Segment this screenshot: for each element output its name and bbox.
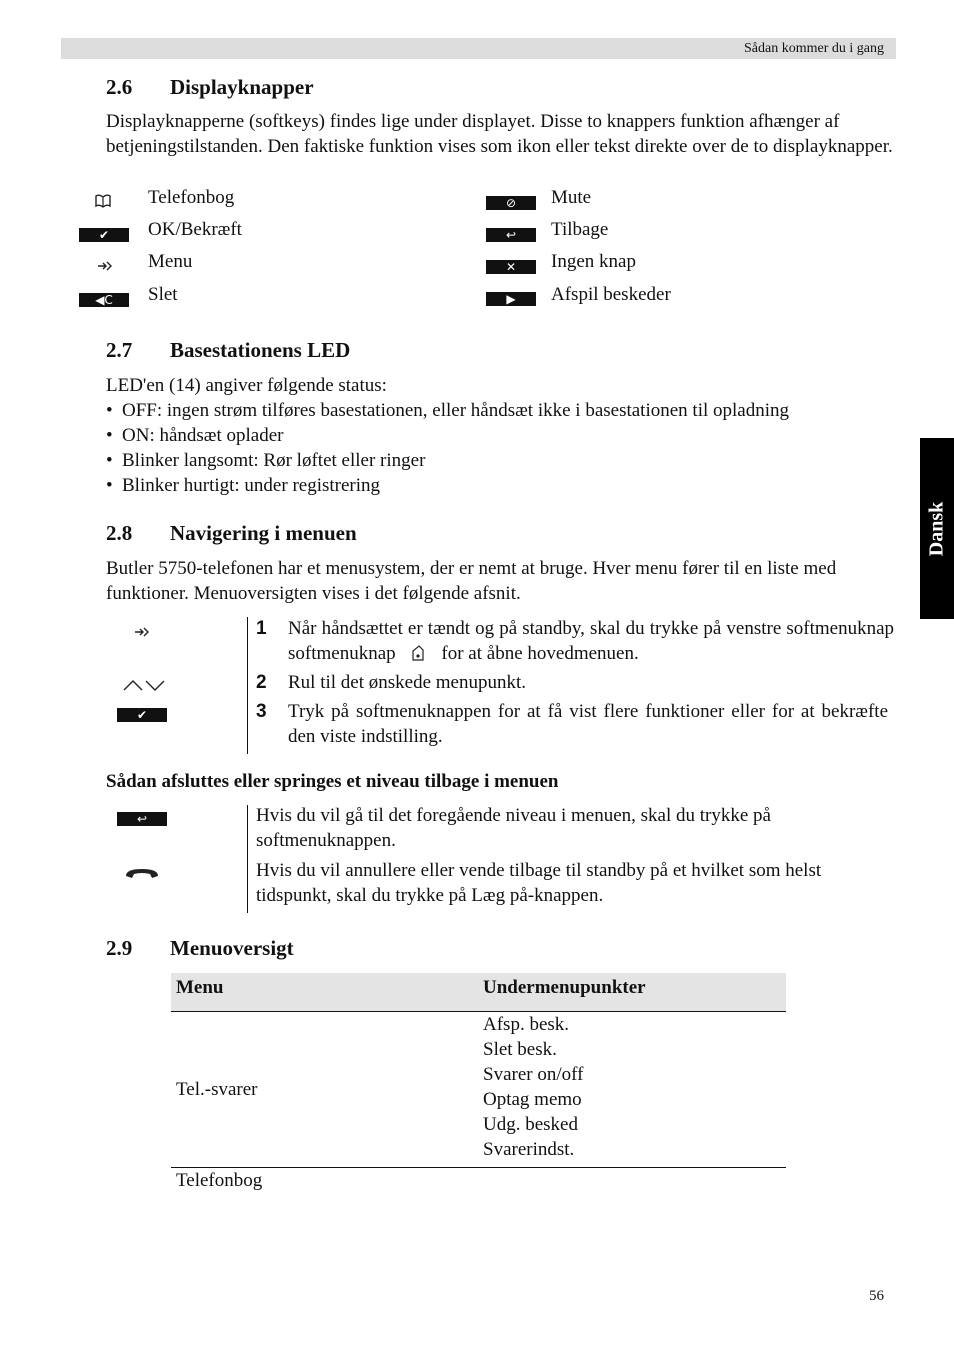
key-label-no-key: Ingen knap bbox=[551, 251, 636, 272]
submenu-item: Afsp. besk. bbox=[483, 1014, 570, 1035]
play-icon: ▶ bbox=[486, 292, 536, 306]
step-divider bbox=[247, 617, 248, 754]
step-text-continued: softmenuknap for at åbne hovedmenuen. bbox=[288, 641, 639, 668]
section-2-7-content bbox=[106, 373, 896, 498]
section-number: 2.9 bbox=[106, 936, 133, 960]
up-down-arrows-icon bbox=[122, 678, 166, 696]
section-2-6-body: Displayknapperne (softkeys) findes lige under displayet. Disse to knappers funktion afhænger af betjeningstilstanden. Den faktiske funktion vises som ikon eller tekst direkte over de to displayknapper. bbox=[106, 111, 893, 157]
phonebook-icon bbox=[95, 194, 111, 212]
cross-icon: ✕ bbox=[486, 260, 536, 274]
section-title: Menuoversigt bbox=[170, 936, 294, 960]
submenu-item: Svarerindst. bbox=[483, 1139, 575, 1160]
submenu-cell bbox=[478, 1168, 786, 1194]
list-item: • Blinker hurtigt: under registrering bbox=[106, 473, 896, 498]
menu-overview-table bbox=[171, 973, 786, 1193]
table-header-row bbox=[171, 973, 786, 1012]
delete-icon: ◀C bbox=[79, 293, 129, 307]
step-number: 1 bbox=[256, 618, 267, 639]
submenu-item: Optag memo bbox=[483, 1089, 582, 1110]
step-number: 2 bbox=[256, 672, 267, 693]
step-text: Når håndsættet er tændt og på standby, skal du trykke på venstre softmenuknap bbox=[288, 618, 894, 639]
led-intro: LED'en (14) angiver følgende status: bbox=[106, 375, 387, 396]
exit-text-cancel: Hvis du vil annullere eller vende tilbage til standby på et hvilket som helst tidspunkt, skal du trykke på Læg på-knappen. bbox=[256, 860, 822, 906]
submenu-cell bbox=[478, 1012, 786, 1168]
key-label-phonebook: Telefonbog bbox=[148, 187, 235, 208]
submenu-item: Slet besk. bbox=[483, 1039, 557, 1060]
home-icon bbox=[410, 643, 432, 668]
mute-icon: ⊘ bbox=[486, 196, 536, 210]
section-title: Displayknapper bbox=[170, 75, 314, 99]
running-header bbox=[61, 38, 896, 59]
check-icon: ✔ bbox=[117, 708, 167, 722]
language-tab-label: Dansk bbox=[925, 501, 948, 556]
step-text-tail: for at åbne hovedmenuen. bbox=[441, 643, 639, 664]
submenu-item: Udg. besked bbox=[483, 1114, 578, 1135]
page-number: 56 bbox=[869, 1288, 884, 1304]
key-label-ok: OK/Bekræft bbox=[148, 219, 242, 240]
section-title: Basestationens LED bbox=[170, 338, 351, 362]
language-tab bbox=[920, 438, 954, 619]
menu-icon bbox=[134, 624, 152, 644]
exit-divider bbox=[247, 805, 248, 913]
led-status-list bbox=[106, 398, 896, 498]
list-item: • OFF: ingen strøm tilføres basestationen, eller håndsæt ikke i basestationen til opladning bbox=[106, 398, 896, 423]
table-row bbox=[171, 1168, 786, 1194]
key-label-mute: Mute bbox=[551, 187, 592, 208]
column-header-menu: Menu bbox=[171, 973, 478, 1012]
key-label-play: Afspil beskeder bbox=[551, 284, 671, 305]
menu-icon bbox=[97, 258, 115, 278]
submenu-item: Svarer on/off bbox=[483, 1064, 584, 1085]
section-number: 2.6 bbox=[106, 75, 133, 99]
section-number: 2.7 bbox=[106, 338, 133, 362]
key-label-menu: Menu bbox=[148, 251, 193, 272]
step-number: 3 bbox=[256, 701, 267, 722]
header-text: Sådan kommer du i gang bbox=[744, 41, 884, 56]
step-text: Tryk på softmenuknappen for at få vist flere funktioner eller for at bekræfte den viste indstilling. bbox=[288, 701, 888, 747]
check-icon: ✔ bbox=[79, 228, 129, 242]
exit-text-back: Hvis du vil gå til det foregående niveau i menuen, skal du trykke på softmenuknappen. bbox=[256, 805, 771, 851]
section-number: 2.8 bbox=[106, 521, 133, 545]
list-item: • Blinker langsomt: Rør løftet eller ringer bbox=[106, 448, 896, 473]
list-item: • ON: håndsæt oplader bbox=[106, 423, 896, 448]
step-text: Rul til det ønskede menupunkt. bbox=[288, 672, 527, 693]
key-label-back: Tilbage bbox=[551, 219, 609, 240]
menu-cell: Telefonbog bbox=[176, 1170, 263, 1191]
section-title: Navigering i menuen bbox=[170, 521, 357, 545]
column-header-submenu: Undermenupunkter bbox=[478, 973, 786, 1012]
back-icon: ↩ bbox=[486, 228, 536, 242]
table-row bbox=[171, 1012, 786, 1168]
subsection-title: Sådan afsluttes eller springes et niveau tilbage i menuen bbox=[106, 771, 559, 792]
section-2-8-body: Butler 5750-telefonen har et menusystem, der er nemt at bruge. Hver menu fører til en liste med funktioner. Menuoversigten vises i det følgende afsnit. bbox=[106, 558, 837, 604]
hang-up-icon bbox=[124, 866, 160, 884]
back-icon: ↩ bbox=[117, 812, 167, 826]
menu-cell: Tel.-svarer bbox=[176, 1079, 258, 1100]
key-label-delete: Slet bbox=[148, 284, 178, 305]
